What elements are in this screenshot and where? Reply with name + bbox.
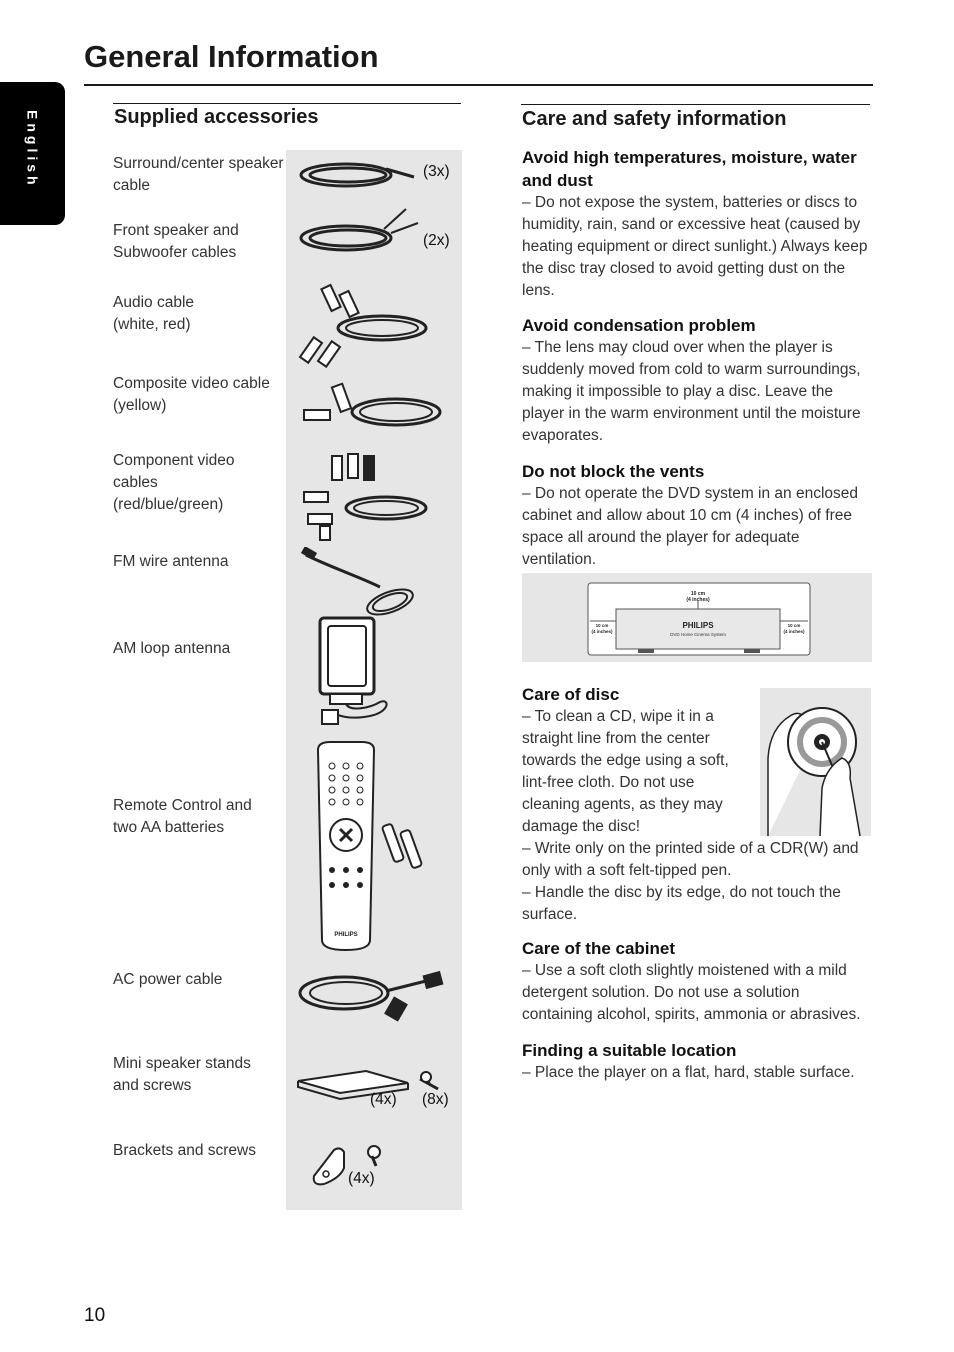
quantity-label: (8x) — [422, 1091, 449, 1108]
section-text: – The lens may cloud over when the player is suddenly moved from cold to warm surroundings, making it impossible to play a disc. Leave the player in the warm environment until the moisture evaporates. — [522, 339, 861, 444]
accessory-label: Component video cables (red/blue/green) — [113, 452, 235, 513]
accessory-label: AC power cable — [113, 971, 223, 988]
care-section-location — [522, 1039, 872, 1084]
section-heading: Avoid condensation problem — [522, 316, 756, 335]
accessory-label: Composite video cable (yellow) — [113, 375, 270, 414]
am-antenna-icon — [310, 612, 400, 732]
section-heading: Care of disc — [522, 685, 620, 704]
section-heading: Finding a suitable location — [522, 1041, 737, 1060]
accessory-label: Surround/center speaker cable — [113, 155, 284, 194]
section-text: – Use a soft cloth slightly moistened with a mild detergent solution. Do not use a solution containing alcohol, spirits, ammonia or abrasives. — [522, 962, 861, 1023]
section-heading: Care of the cabinet — [522, 939, 676, 958]
remote-control-icon — [310, 740, 430, 955]
quantity-label: (4x) — [348, 1170, 375, 1187]
remote-brand: PHILIPS — [334, 932, 358, 938]
svg-text:PHILIPS: PHILIPS — [682, 621, 714, 630]
svg-text:10 cm: 10 cm — [595, 623, 609, 628]
section-text: – Place the player on a flat, hard, stable surface. — [522, 1064, 855, 1081]
accessory-label: Mini speaker stands and screws — [113, 1055, 251, 1094]
accessory-label: Audio cable (white, red) — [113, 294, 195, 333]
accessories-title: Supplied accessories — [114, 106, 319, 128]
section-heading: Do not block the vents — [522, 462, 705, 481]
accessory-label: Remote Control and two AA batteries — [113, 797, 252, 836]
composite-cable-icon — [296, 380, 446, 435]
care-section-cabinet — [522, 937, 872, 1026]
quantity-label: (2x) — [423, 232, 450, 249]
component-cable-icon — [294, 452, 434, 542]
accessory-label: FM wire antenna — [113, 553, 229, 570]
section-text: – Write only on the printed side of a CDR(W) and only with a soft felt-tipped pen. — [522, 840, 859, 879]
quantity-label: (4x) — [370, 1091, 397, 1108]
title-rule — [84, 84, 873, 86]
svg-text:(4 inches): (4 inches) — [783, 629, 805, 634]
page-number: 10 — [84, 1305, 106, 1326]
section-text: – Do not expose the system, batteries or discs to humidity, rain, sand or excessive heat (caused by heating equipment or direct sunlight.) Always keep the disc tray closed to avoid getting dust on the lens. — [522, 194, 868, 299]
section-text: – Handle the disc by its edge, do not touch the surface. — [522, 884, 841, 923]
speaker-cable-icon — [296, 155, 426, 195]
fm-antenna-icon — [300, 547, 420, 619]
section-heading: Avoid high temperatures, moisture, water and dust — [522, 148, 857, 190]
page-title: General Information — [84, 39, 379, 74]
svg-text:10 cm: 10 cm — [787, 623, 801, 628]
ventilation-diagram — [522, 573, 872, 662]
svg-text:10 cm: 10 cm — [690, 591, 706, 597]
accessories-rule — [113, 103, 461, 104]
accessory-label: Brackets and screws — [113, 1142, 256, 1159]
svg-text:DVD Home Cinema System: DVD Home Cinema System — [670, 632, 726, 637]
language-tab-label: English — [24, 110, 41, 189]
section-text: – Do not operate the DVD system in an enclosed cabinet and allow about 10 cm (4 inches) of free space all around the player for adequate ventilation. — [522, 485, 859, 568]
power-cable-icon — [296, 965, 456, 1025]
care-section-vents — [522, 460, 872, 571]
section-text: – To clean a CD, wipe it in a straight line from the center towards the edge using a soft, lint-free cloth. Do not use cleaning agents, as they may damage the disc! — [522, 708, 729, 835]
accessory-label: Front speaker and Subwoofer cables — [113, 222, 239, 261]
language-tab — [0, 82, 65, 225]
audio-cable-icon — [294, 280, 434, 368]
care-title: Care and safety information — [522, 108, 787, 130]
quantity-label: (3x) — [423, 163, 450, 180]
care-section-condensation — [522, 314, 872, 447]
care-section-temperature — [522, 146, 872, 302]
svg-text:(4 inches): (4 inches) — [591, 629, 613, 634]
care-rule — [521, 104, 870, 105]
disc-cleaning-illustration — [760, 688, 871, 836]
accessory-label: AM loop antenna — [113, 640, 231, 657]
svg-text:(4 inches): (4 inches) — [686, 597, 710, 603]
speaker-cable-icon — [296, 205, 426, 260]
